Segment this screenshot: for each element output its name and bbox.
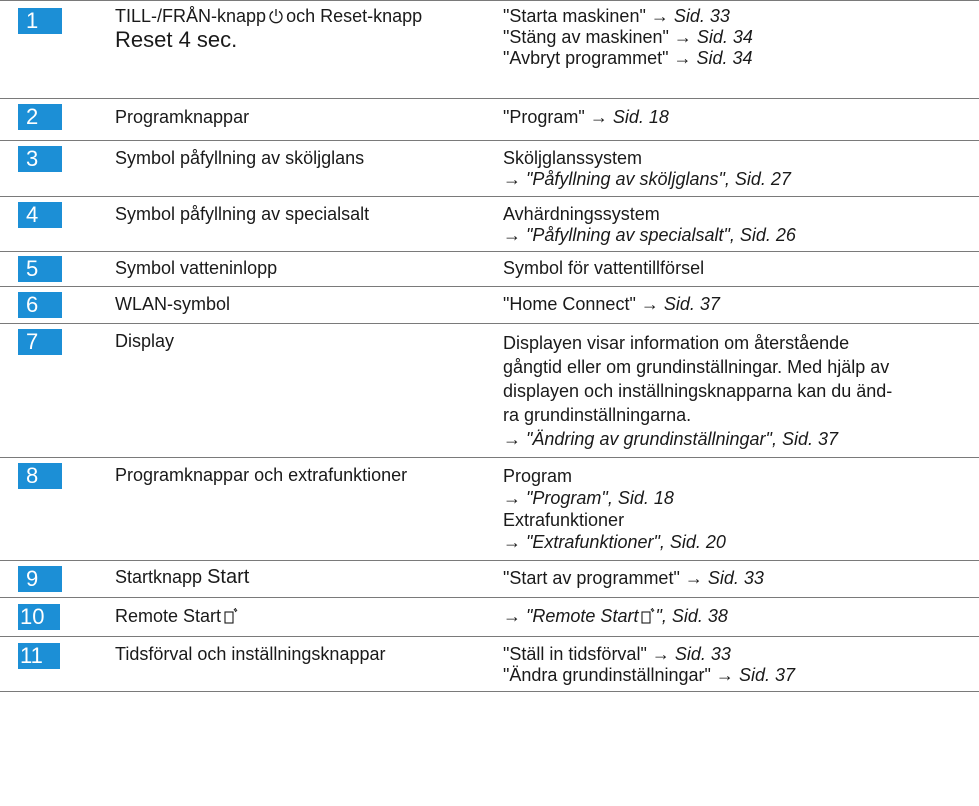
table-row [0, 561, 979, 598]
component-description: Displayen visar information om återstående gångtid eller om grundinställningar. Med hjälp av displayen och inställningsknapparna kan du änd- ra grundinställningarna. → "Ändring av grundinställningar", Sid. 37 [503, 333, 893, 449]
row-number-badge: 9 [18, 566, 62, 592]
table-row [0, 98, 979, 141]
arrow-right-icon: → [715, 665, 734, 685]
page-reference: Sid. 18 [612, 107, 669, 127]
row-number-badge: 10 [18, 604, 60, 630]
component-name-text: och Reset-knapp [286, 6, 423, 26]
component-name [115, 6, 490, 53]
row-number-badge: 11 [18, 643, 60, 669]
arrow-right-icon: → [651, 644, 670, 664]
component-name: Tidsförval och inställningsknappar [115, 644, 386, 664]
table-row [0, 598, 979, 637]
row-number-badge: 7 [18, 329, 62, 355]
arrow-right-icon: → [640, 294, 659, 314]
arrow-right-icon: → [684, 568, 703, 588]
reset-label: Reset 4 sec. [115, 27, 238, 52]
table-row [0, 0, 979, 99]
component-description: Sköljglanssystem → "Påfyllning av sköljglans", Sid. 27 [503, 148, 791, 189]
row-number-badge: 3 [18, 146, 62, 172]
component-description: "Home Connect" → Sid. 37 [503, 294, 720, 314]
component-description: Symbol för vattentillförsel [503, 258, 705, 278]
table-row [0, 141, 979, 197]
component-name: Display [115, 331, 175, 351]
row-number-badge: 2 [18, 104, 62, 130]
component-name: Programknappar [115, 107, 250, 127]
page-reference: Sid. 33 [674, 644, 731, 664]
arrow-right-icon: → [503, 169, 521, 189]
page-reference: "Program", Sid. 18 [526, 488, 674, 508]
component-name: Symbol påfyllning av specialsalt [115, 204, 370, 224]
arrow-right-icon: → [650, 6, 669, 26]
page-reference: "Remote Start ", Sid. 38 [526, 606, 728, 626]
arrow-right-icon: → [503, 225, 521, 245]
table-row [0, 252, 979, 287]
row-number-badge: 8 [18, 463, 62, 489]
component-name: Symbol påfyllning av sköljglans [115, 148, 365, 168]
component-description: "Ställ in tidsförval" → Sid. 33 "Ändra grundinställningar" → Sid. 37 [503, 644, 795, 685]
page-reference: "Påfyllning av sköljglans", Sid. 27 [526, 169, 791, 189]
table-row [0, 197, 979, 252]
page-reference: "Påfyllning av specialsalt", Sid. 26 [526, 225, 796, 245]
row-number-badge: 6 [18, 292, 62, 318]
power-icon [268, 8, 284, 24]
page-reference: "Ändring av grundinställningar", Sid. 37 [526, 429, 838, 449]
page-reference: Sid. 34 [696, 27, 753, 47]
component-description: "Starta maskinen" → Sid. 33 "Stäng av maskinen" → Sid. 34 "Avbryt programmet" → Sid. 34 [503, 6, 753, 68]
page-reference: Sid. 37 [738, 665, 795, 685]
remote-start-icon [641, 608, 655, 624]
component-name: WLAN-symbol [115, 294, 231, 314]
start-label: Start [207, 566, 250, 588]
arrow-right-icon: → [503, 488, 521, 508]
component-name: Startknapp Start [115, 566, 250, 588]
remote-start-icon [224, 608, 238, 624]
page-reference: "Extrafunktioner", Sid. 20 [526, 532, 726, 552]
page-reference: Sid. 33 [707, 568, 764, 588]
arrow-right-icon: → [673, 27, 692, 47]
component-name: Symbol vatteninlopp [115, 258, 278, 278]
component-description: "Program" → Sid. 18 [503, 107, 669, 127]
component-name: Programknappar och extrafunktioner [115, 465, 408, 485]
component-name: Remote Start [115, 606, 490, 627]
page-reference: Sid. 34 [696, 48, 753, 68]
row-number-badge: 4 [18, 202, 62, 228]
table-row [0, 287, 979, 324]
component-description [503, 606, 923, 627]
row-number-badge: 5 [18, 256, 62, 282]
arrow-right-icon: → [673, 48, 692, 68]
row-number-badge: 1 [18, 8, 62, 34]
component-description: Program → "Program", Sid. 18 Extrafunktioner → "Extrafunktioner", Sid. 20 [503, 466, 726, 552]
page-reference: Sid. 33 [673, 6, 730, 26]
arrow-right-icon: → [589, 107, 608, 127]
arrow-right-icon: → [503, 532, 521, 552]
component-description: Avhärdningssystem → "Påfyllning av specialsalt", Sid. 26 [503, 204, 796, 245]
table-row [0, 324, 979, 458]
page-reference: Sid. 37 [663, 294, 720, 314]
table-row [0, 637, 979, 692]
arrow-right-icon: → [503, 606, 521, 626]
arrow-right-icon: → [503, 429, 521, 449]
component-description: "Start av programmet" → Sid. 33 [503, 568, 764, 588]
component-name-text: TILL-/FRÅN-knapp [115, 6, 267, 26]
table-row [0, 458, 979, 561]
